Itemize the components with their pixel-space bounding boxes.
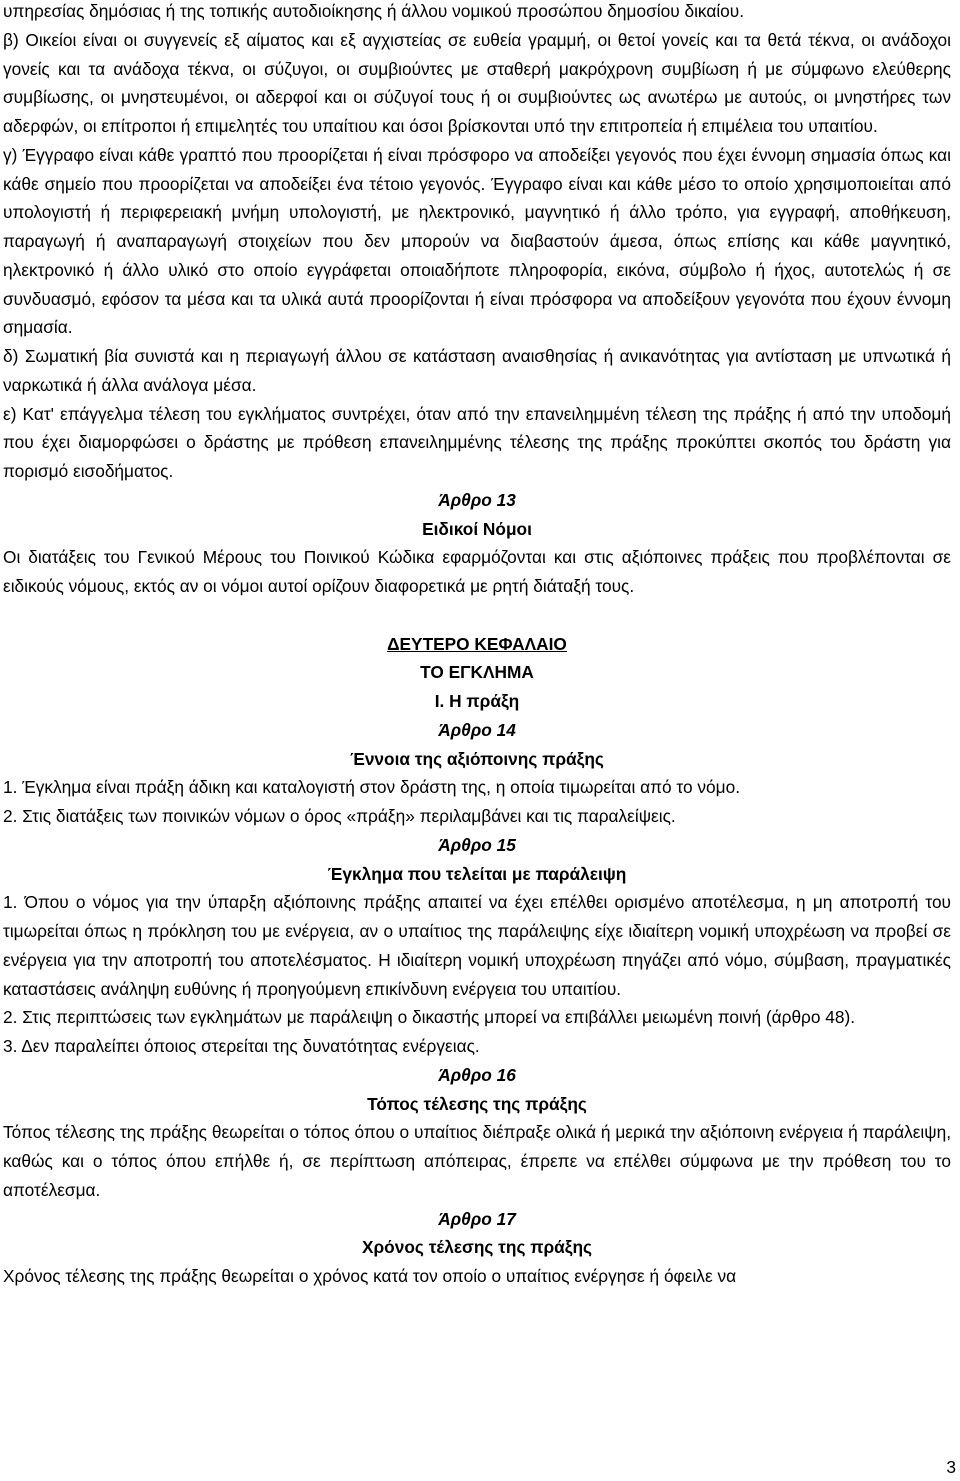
article-17-number: Άρθρο 17 bbox=[438, 1208, 516, 1229]
paragraph-continuation: υπηρεσίας δημόσιας ή της τοπικής αυτοδιοίκησης ή άλλου νομικού προσώπου δημοσίου δικαίου. bbox=[3, 1, 745, 21]
paragraph-definition-b: β) Οικείοι είναι οι συγγενείς εξ αίματος και εξ αγχιστείας σε ευθεία γραμμή, οι θετοί γονείς και τα θετά τέκνα, οι ανάδοχοι γονείς και τα ανάδοχα τέκνα, οι σύζυγοι, οι συμβιούντες με σταθερή μακρόχρονη συμβίωση ή με σύμφωνο ελεύθερης συμβίωσης, οι μνηστευμένοι, οι αδερφοί και οι σύζυγοί τους ή οι συμβιούντες ως ανωτέρω με αυτούς, οι μνηστήρες των αδερφών, οι επίτροποι ή επιμελητές του υπαίτιου και όσοι βρίσκονται υπό την επιτροπεία ή επιμέλεια του υπαιτίου. bbox=[3, 29, 951, 136]
article-15-number: Άρθρο 15 bbox=[438, 834, 516, 855]
article-15-paragraph-3: 3. Δεν παραλείπει όποιος στερείται της δυνατότητας ενέργειας. bbox=[3, 1036, 480, 1056]
article-16-text: Τόπος τέλεσης της πράξης θεωρείται ο τόπος όπου ο υπαίτιος διέπραξε ολικά ή μερικά την αξιόποινη ενέργεια ή παράλειψη, καθώς και ο τόπος όπου επήλθε ή, σε περίπτωση απόπειρας, έπρεπε να επέλθει σύμφωνα με την πρόθεση του το αποτέλεσμα. bbox=[3, 1122, 951, 1200]
article-16-number: Άρθρο 16 bbox=[438, 1064, 516, 1085]
document-page bbox=[3, 0, 951, 1291]
paragraph-definition-d: δ) Σωματική βία συνιστά και η περιαγωγή άλλου σε κατάσταση αναισθησίας ή ανικανότητας για αντίσταση με υπνωτικά ή ναρκωτικά ή άλλα ανάλογα μέσα. bbox=[3, 346, 951, 395]
article-13-number: Άρθρο 13 bbox=[438, 489, 516, 510]
article-15-paragraph-1: 1. Όπου ο νόμος για την ύπαρξη αξιόποινης πράξης απαιτεί να έχει επέλθει ορισμένο αποτέλεσμα, η μη αποτροπή του τιμωρείται όπως η πρόκληση του με ενέργεια, αν ο υπαίτιος της παράλειψης είχε ιδιαίτερη νομική υποχρέωση να προβεί σε ενέργεια για την αποτροπή του αποτελέσματος. Η ιδιαίτερη νομική υποχρέωση πηγάζει από νόμο, σύμβαση, πραγματικές καταστάσεις ανάληψη ευθύνης ή προηγούμενη επικίνδυνη ενέργεια του υπαιτίου. bbox=[3, 892, 951, 999]
article-16-title: Τόπος τέλεσης της πράξης bbox=[367, 1093, 587, 1114]
page-number: 3 bbox=[946, 1457, 956, 1477]
article-14-number: Άρθρο 14 bbox=[438, 719, 516, 740]
article-13-title: Ειδικοί Νόμοι bbox=[422, 518, 532, 539]
chapter-subtitle: ΤΟ ΕΓΚΛΗΜΑ bbox=[420, 662, 534, 683]
article-17-text: Χρόνος τέλεσης της πράξης θεωρείται ο χρόνος κατά τον οποίο ο υπαίτιος ενέργησε ή όφειλε να bbox=[3, 1266, 737, 1286]
paragraph-definition-e: ε) Κατ' επάγγελμα τέλεση του εγκλήματος συντρέχει, όταν από την επανειλημμένη τέλεση της πράξης ή από την υποδομή που έχει διαμορφώσει ο δράστης με πρόθεση επανειλημμένης τέλεσης της πράξης προκύπτει σκοπός του δράστη για πορισμό εισοδήματος. bbox=[3, 403, 951, 481]
spacer bbox=[3, 601, 951, 630]
article-14-title: Έννοια της αξιόποινης πράξης bbox=[350, 748, 604, 769]
article-14-paragraph-2: 2. Στις διατάξεις των ποινικών νόμων ο όρος «πράξη» περιλαμβάνει και τις παραλείψεις. bbox=[3, 806, 676, 826]
article-14-paragraph-1: 1. Έγκλημα είναι πράξη άδικη και καταλογιστή στον δράστη της, η οποία τιμωρείται από το νόμο. bbox=[3, 777, 741, 798]
paragraph-definition-c: γ) Έγγραφο είναι κάθε γραπτό που προορίζεται ή είναι πρόσφορο να αποδείξει γεγονός που έχει έννομη σημασία όπως και κάθε σημείο που προορίζεται να αποδείξει ένα τέτοιο γεγονός. Έγγραφο είναι και κάθε μέσο το οποίο χρησιμοποιείται από υπολογιστή ή περιφερειακή μνήμη υπολογιστή, με ηλεκτρονικό, μαγνητικό ή άλλο τρόπο, για εγγραφή, αποθήκευση, παραγωγή ή αναπαραγωγή στοιχείων που δεν μπορούν να διαβαστούν άμεσα, όπως επίσης και κάθε μαγνητικό, ηλεκτρονικό ή άλλο υλικό στο οποίο εγγράφεται οποιαδήποτε πληροφορία, εικόνα, σύμβολο ή ήχος, αυτοτελώς ή σε συνδυασμό, εφόσον τα μέσα και τα υλικά αυτά προορίζονται ή είναι πρόσφορα να αποδείξουν γεγονότα που έχουν έννομη σημασία. bbox=[3, 144, 951, 338]
chapter-title: ΔΕΥΤΕΡΟ ΚΕΦΑΛΑΙΟ bbox=[387, 633, 567, 654]
article-13-text: Οι διατάξεις του Γενικού Μέρους του Ποινικού Κώδικα εφαρμόζονται και στις αξιόποινες πράξεις που προβλέπονται σε ειδικούς νόμους, εκτός αν οι νόμοι αυτοί ορίζουν διαφορετικά με ρητή διάταξή τους. bbox=[3, 547, 951, 596]
article-15-title: Έγκλημα που τελείται με παράλειψη bbox=[327, 863, 627, 884]
section-title: Ι. Η πράξη bbox=[434, 691, 520, 711]
article-15-paragraph-2: 2. Στις περιπτώσεις των εγκλημάτων με παράλειψη ο δικαστής μπορεί να επιβάλλει μειωμένη ποινή (άρθρο 48). bbox=[3, 1007, 856, 1028]
article-17-title: Χρόνος τέλεσης της πράξης bbox=[361, 1237, 593, 1258]
